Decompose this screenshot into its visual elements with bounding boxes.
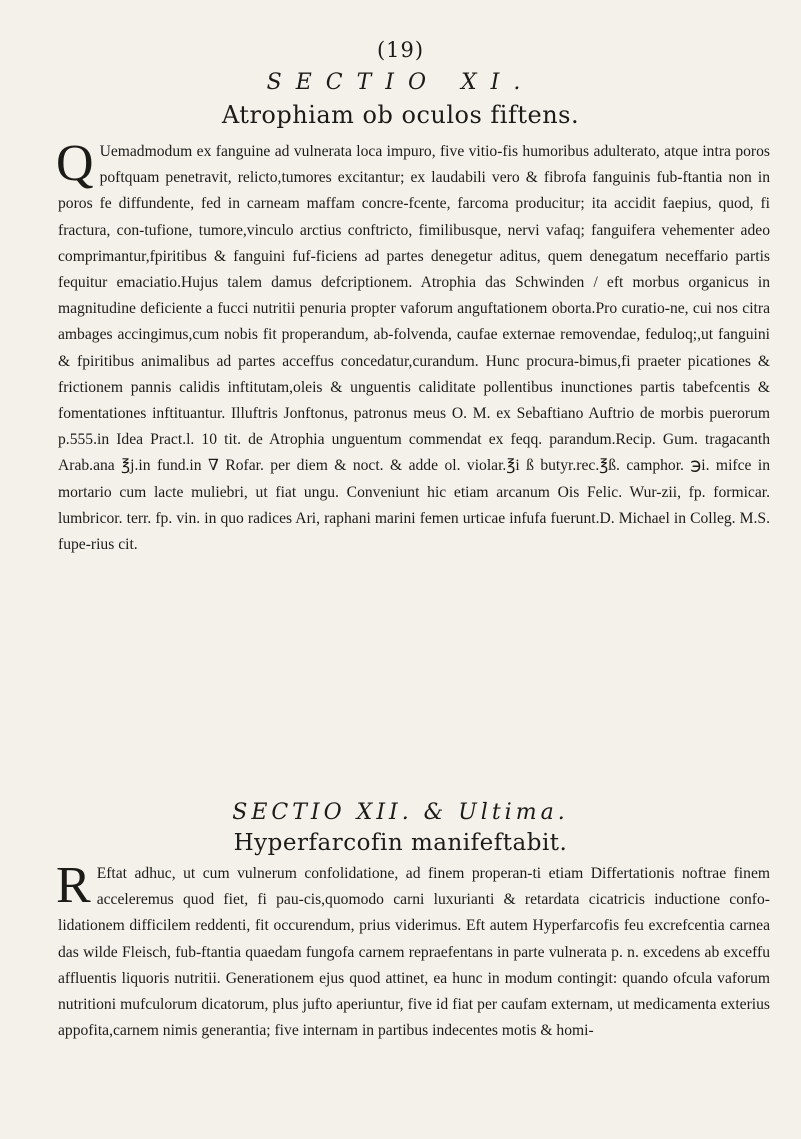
drop-cap: Q: [56, 135, 94, 192]
section-body: [56, 857, 770, 1044]
section-heading: SECTIO XII. & Ultima.: [232, 800, 569, 825]
drop-cap: R: [56, 857, 91, 914]
section-body: [56, 135, 770, 558]
section-heading: SECTIO XI.: [266, 70, 535, 95]
body-text: Uemadmodum ex fanguine ad vulnerata loca impuro, five vitio-fis humoribus adulterato, atque intra poros poftquam penetravit, relicto,tumores excitantur; ex laudabili vero & fibrofa fanguinis fub-ftantia non in poros fe diffundente, fed in carneam maffam concre-fcente, farcoma producitur; ita accidit faepius, quod, fi fractura, con-tufione, tumore,vinculo arctius conftricto, fimilibusque, nervi vafaq; fanguifera vehementer adeo comprimantur,fpiritibus & fanguini fuf-ficiens ad partes denegetur aditus, quem denegatum neceffario partis fequitur emaciatio.Hujus talem damus defcriptionem. Atrophia das Schwinden / eft morbus organicus in magnitudine deficiente a fucci nutritii penuria propter vaforum anguftationem oborta.Pro curatio-ne, cui nos citra ambages accingimus,cum nobis fit properandum, ab-folvenda, caufae externae removendae, feduloq;,ut fanguini & fpiritibus animalibus ad partes acceffus concedatur,curandum. Hunc procura-bimus,fi praeter picationes & frictionem pannis calidis inftitutam,oleis & unguentis caliditate pollentibus inunctiones partis tabefcentis & fomentationes inftituantur. Illuftris Jonftonus, patronus meus O. M. ex Sebaftiano Auftrio de morbis puerorum p.555.in Idea Pract.l. 10 tit. de Atrophia unguentum commendat ex feqq. parandum.Recip. Gum. tragacanth Arab.ana ℥j.in fund.in ∇ Rofar. per diem & noct. & adde ol. violar.℥i ß butyr.rec.℥ß. camphor. ℈i. mifce in mortario cum lacte muliebri, ut fiat ungu. Conveniunt hic etiam arcanum Ois Felic. Wur-zii, fp. formicar. lumbricor. terr. fp. vin. in quo radices Ari, raphani marini femen urticae infufa fuerunt.D. Michael in Colleg. M.S. fupe-rius cit.: [58, 143, 770, 554]
page-number: (19): [376, 38, 425, 62]
body-text: Eftat adhuc, ut cum vulnerum confolidatione, ad finem properan-ti etiam Differtationis noftrae finem acceleremus quod fiet, fi pau-cis,quomodo carni luxurianti & retardata cicatricis inductione confo-lidationem difficilem reddenti, fit occurendum, prius viderimus. Eft autem Hyperfarcofis feu excrefcentia carnea das wilde Fleisch, fub-ftantia quaedam fungofa carnem repraefentans in parte vulnerata p. n. excedens ab exceffu affluentis liquoris nutritii. Generationem ejus quod attinet, ea hunc in modum contingit: quando ofcula vaforum nutritioni mufculorum dicatorum, plus jufto aperiuntur, five id fiat per caufam externam, ut medicamenta exterius appofita,carnem nimis generantia; five internam in partibus indecentes motis & homi-: [58, 865, 770, 1040]
section-title: Atrophiam ob oculos fiftens.: [221, 101, 580, 129]
section-title: Hyperfarcofin manifeftabit.: [233, 830, 568, 856]
